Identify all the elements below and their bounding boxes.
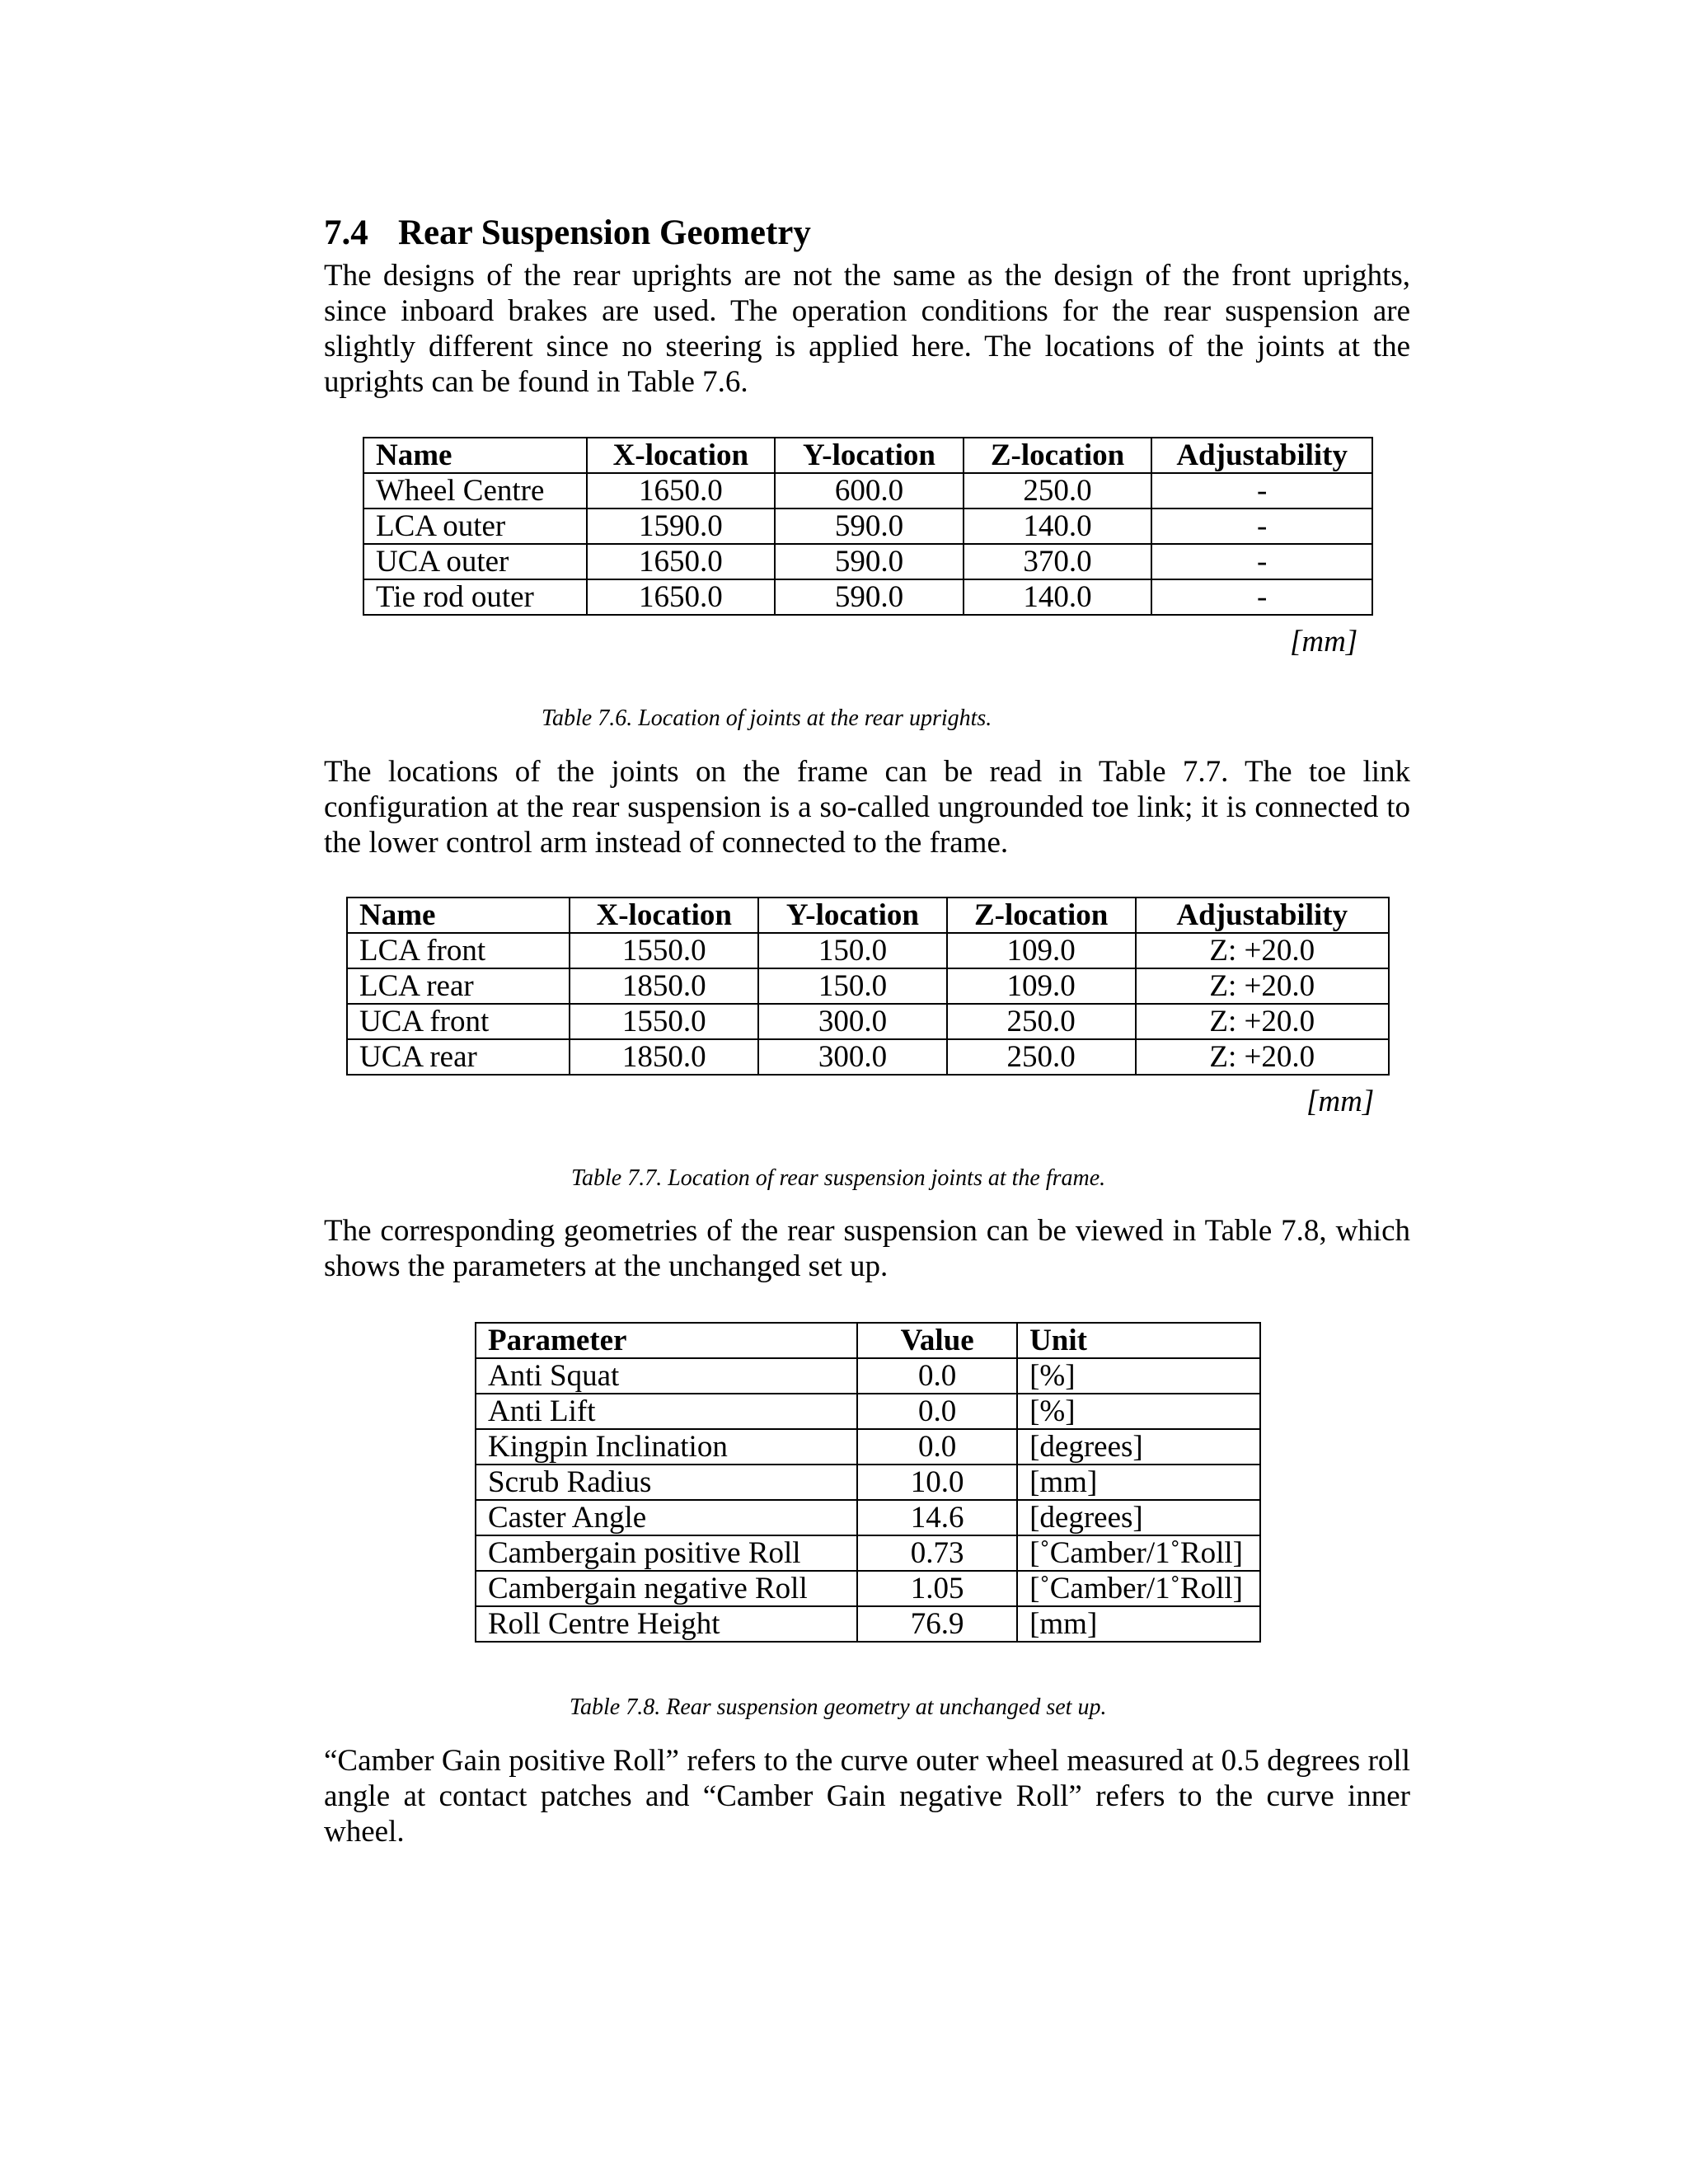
table-cell: 1850.0 bbox=[570, 968, 758, 1004]
table-cell: 300.0 bbox=[758, 1004, 947, 1039]
table-cell: 109.0 bbox=[947, 933, 1136, 968]
table-cell: - bbox=[1151, 473, 1372, 509]
table-cell: 0.73 bbox=[857, 1535, 1017, 1571]
table-7-6-caption: Table 7.6. Location of joints at the rear uprights. bbox=[542, 705, 992, 731]
table-cell: Anti Squat bbox=[476, 1358, 857, 1394]
table-cell: 0.0 bbox=[857, 1429, 1017, 1465]
table-cell: 1650.0 bbox=[587, 473, 776, 509]
table-cell: Scrub Radius bbox=[476, 1465, 857, 1500]
table-row bbox=[476, 1429, 1260, 1465]
table-cell: [˚Camber/1˚Roll] bbox=[1017, 1535, 1260, 1571]
table-cell: 370.0 bbox=[964, 544, 1152, 579]
table-cell: [degrees] bbox=[1017, 1429, 1260, 1465]
column-header: Y-location bbox=[758, 898, 947, 933]
table-row bbox=[476, 1500, 1260, 1535]
table-cell: Roll Centre Height bbox=[476, 1606, 857, 1642]
table-header-row bbox=[347, 898, 1389, 933]
table-cell: 0.0 bbox=[857, 1358, 1017, 1394]
table-cell: Cambergain negative Roll bbox=[476, 1571, 857, 1606]
column-header: Z-location bbox=[947, 898, 1136, 933]
table-cell: Tie rod outer bbox=[363, 579, 587, 615]
table-cell: 590.0 bbox=[775, 579, 964, 615]
table-cell: UCA front bbox=[347, 1004, 570, 1039]
table-row bbox=[347, 1039, 1389, 1075]
table-cell: 109.0 bbox=[947, 968, 1136, 1004]
table-cell: Z: +20.0 bbox=[1136, 933, 1389, 968]
table-cell: 1850.0 bbox=[570, 1039, 758, 1075]
table-cell: 10.0 bbox=[857, 1465, 1017, 1500]
table-cell: - bbox=[1151, 544, 1372, 579]
table-row bbox=[476, 1571, 1260, 1606]
table-cell: 600.0 bbox=[775, 473, 964, 509]
table-cell: LCA front bbox=[347, 933, 570, 968]
table-cell: [mm] bbox=[1017, 1606, 1260, 1642]
column-header: Unit bbox=[1017, 1323, 1260, 1358]
table-7-8 bbox=[475, 1322, 1261, 1643]
table-row bbox=[363, 509, 1372, 544]
column-header: Adjustability bbox=[1136, 898, 1389, 933]
table-cell: 140.0 bbox=[964, 509, 1152, 544]
table-cell: UCA outer bbox=[363, 544, 587, 579]
section-number: 7.4 bbox=[324, 213, 368, 252]
table-7-7-caption: Table 7.7. Location of rear suspension joints at the frame. bbox=[571, 1165, 1106, 1191]
table-cell: - bbox=[1151, 509, 1372, 544]
table-cell: 590.0 bbox=[775, 544, 964, 579]
table-row bbox=[347, 1004, 1389, 1039]
table-cell: 140.0 bbox=[964, 579, 1152, 615]
paragraph-geometry: The corresponding geometries of the rear suspension can be viewed in Table 7.8, which shows the parameters at the unchanged set up. bbox=[324, 1214, 1410, 1283]
table-cell: [%] bbox=[1017, 1358, 1260, 1394]
table-cell: 250.0 bbox=[964, 473, 1152, 509]
table-cell: LCA outer bbox=[363, 509, 587, 544]
table-row bbox=[476, 1394, 1260, 1429]
table-cell: Kingpin Inclination bbox=[476, 1429, 857, 1465]
paragraph-camber-gain: “Camber Gain positive Roll” refers to the curve outer wheel measured at 0.5 degrees roll angle at contact patches and “Camber Gain negative Roll” refers to the curve inner wheel. bbox=[324, 1744, 1410, 1849]
table-cell: 250.0 bbox=[947, 1004, 1136, 1039]
table-row bbox=[476, 1358, 1260, 1394]
table-row bbox=[476, 1465, 1260, 1500]
table-7-7-unit: [mm] bbox=[1306, 1085, 1375, 1118]
table-cell: 590.0 bbox=[775, 509, 964, 544]
table-cell: Z: +20.0 bbox=[1136, 968, 1389, 1004]
table-cell: 76.9 bbox=[857, 1606, 1017, 1642]
table-cell: UCA rear bbox=[347, 1039, 570, 1075]
table-cell: Z: +20.0 bbox=[1136, 1039, 1389, 1075]
table-row bbox=[476, 1606, 1260, 1642]
table-row bbox=[363, 473, 1372, 509]
table-cell: [%] bbox=[1017, 1394, 1260, 1429]
column-header: Name bbox=[347, 898, 570, 933]
column-header: X-location bbox=[570, 898, 758, 933]
table-cell: Cambergain positive Roll bbox=[476, 1535, 857, 1571]
table-7-6-unit: [mm] bbox=[1290, 625, 1358, 658]
table-cell: 1550.0 bbox=[570, 1004, 758, 1039]
section-heading bbox=[324, 210, 811, 256]
table-row bbox=[476, 1535, 1260, 1571]
table-cell: 1590.0 bbox=[587, 509, 776, 544]
table-header-row bbox=[363, 438, 1372, 473]
table-7-6 bbox=[363, 437, 1373, 616]
table-7-8-caption: Table 7.8. Rear suspension geometry at unchanged set up. bbox=[570, 1694, 1107, 1720]
table-cell: LCA rear bbox=[347, 968, 570, 1004]
column-header: Value bbox=[857, 1323, 1017, 1358]
table-cell: Caster Angle bbox=[476, 1500, 857, 1535]
table-row bbox=[363, 544, 1372, 579]
column-header: Z-location bbox=[964, 438, 1152, 473]
table-cell: - bbox=[1151, 579, 1372, 615]
paragraph-intro: The designs of the rear uprights are not the same as the design of the front uprights, since inboard brakes are used. The operation conditions for the rear suspension are slightly different since no steering is applied here. The locations of the joints at the uprights can be found in Table 7.6. bbox=[324, 259, 1410, 399]
table-cell: 300.0 bbox=[758, 1039, 947, 1075]
table-7-7 bbox=[346, 897, 1390, 1076]
column-header: Adjustability bbox=[1151, 438, 1372, 473]
table-cell: 150.0 bbox=[758, 933, 947, 968]
column-header: Y-location bbox=[775, 438, 964, 473]
table-cell: 1550.0 bbox=[570, 933, 758, 968]
section-title: Rear Suspension Geometry bbox=[398, 213, 811, 252]
table-row bbox=[347, 968, 1389, 1004]
table-cell: 14.6 bbox=[857, 1500, 1017, 1535]
table-cell: 1.05 bbox=[857, 1571, 1017, 1606]
table-cell: Z: +20.0 bbox=[1136, 1004, 1389, 1039]
paragraph-frame-joints: The locations of the joints on the frame can be read in Table 7.7. The toe link configuration at the rear suspension is a so-called ungrounded toe link; it is connected to the lower control arm instead of connected to the frame. bbox=[324, 755, 1410, 860]
table-row bbox=[347, 933, 1389, 968]
column-header: X-location bbox=[587, 438, 776, 473]
table-cell: 250.0 bbox=[947, 1039, 1136, 1075]
table-cell: 150.0 bbox=[758, 968, 947, 1004]
table-row bbox=[363, 579, 1372, 615]
table-cell: [mm] bbox=[1017, 1465, 1260, 1500]
table-cell: 1650.0 bbox=[587, 579, 776, 615]
table-cell: [˚Camber/1˚Roll] bbox=[1017, 1571, 1260, 1606]
table-header-row bbox=[476, 1323, 1260, 1358]
column-header: Name bbox=[363, 438, 587, 473]
table-cell: 0.0 bbox=[857, 1394, 1017, 1429]
table-cell: 1650.0 bbox=[587, 544, 776, 579]
table-cell: [degrees] bbox=[1017, 1500, 1260, 1535]
table-cell: Wheel Centre bbox=[363, 473, 587, 509]
column-header: Parameter bbox=[476, 1323, 857, 1358]
table-cell: Anti Lift bbox=[476, 1394, 857, 1429]
